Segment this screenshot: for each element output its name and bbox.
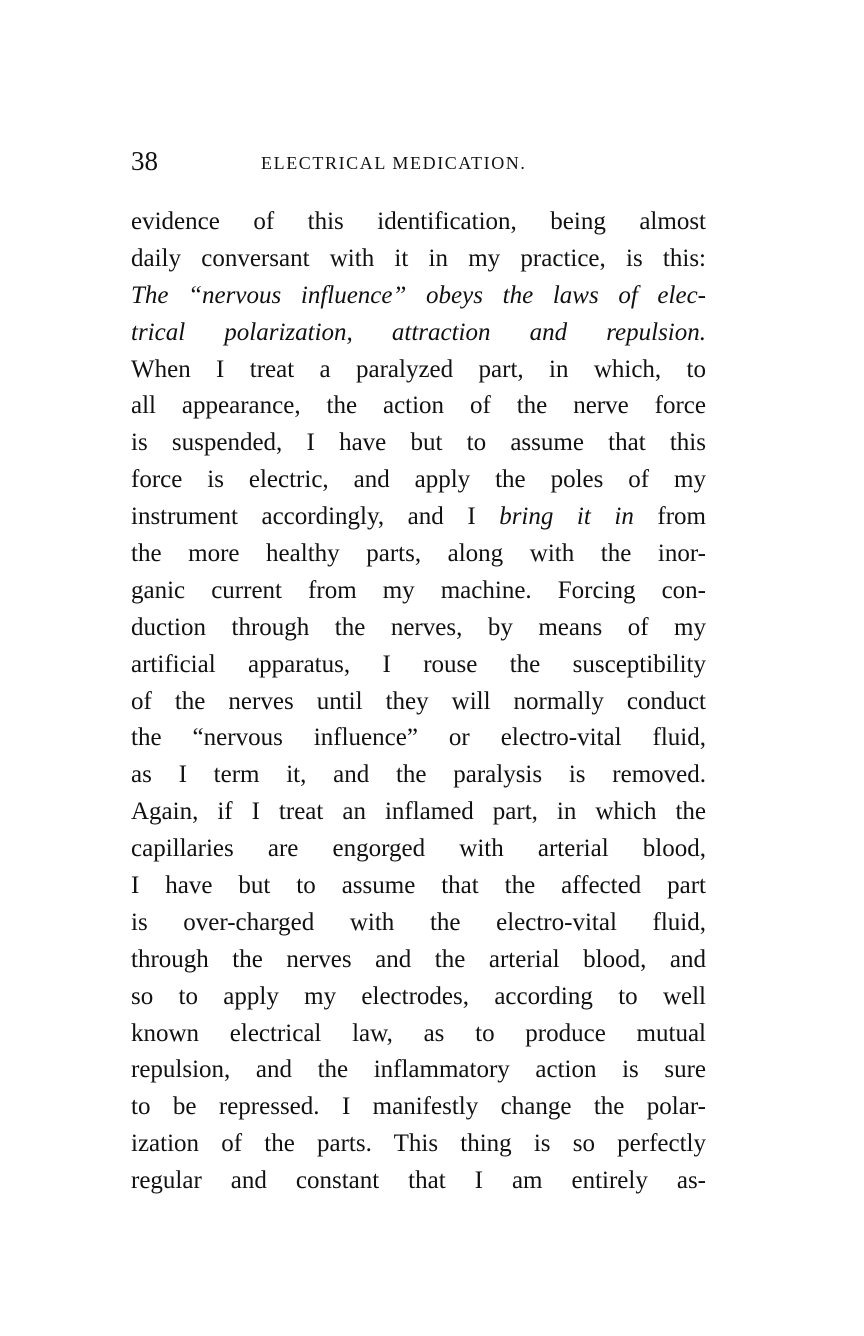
- text-line: [131, 1163, 706, 1200]
- text-segment: as I term it, and the paralysis is removed.: [131, 761, 706, 789]
- running-title: ELECTRICAL MEDICATION.: [261, 153, 527, 173]
- text-line: [131, 278, 706, 315]
- text-segment: evidence of this identification, being almost: [131, 208, 706, 235]
- text-segment: Again, if I treat an inflamed part, in which the: [131, 798, 706, 826]
- text-segment: through the nerves and the arterial blood, and: [131, 945, 706, 973]
- running-head: [131, 141, 711, 181]
- text-line: [131, 647, 706, 684]
- text-segment: from: [633, 503, 706, 531]
- text-segment: the more healthy parts, along with the inor-: [131, 540, 706, 568]
- text-segment: repulsion, and the inflammatory action is sure: [131, 1056, 706, 1084]
- text-segment: instrument accordingly, and I: [131, 503, 500, 531]
- text-segment: daily conversant with it in my practice, is this:: [131, 244, 706, 272]
- text-line: [131, 757, 706, 794]
- italic-segment: bring it in: [499, 503, 634, 531]
- text-segment: force is electric, and apply the poles of my: [131, 466, 706, 494]
- text-line: [131, 720, 706, 757]
- text-segment: is over-charged with the electro-vital fluid,: [131, 908, 706, 936]
- text-line: [131, 905, 706, 942]
- text-segment: known electrical law, as to produce mutual: [131, 1019, 706, 1047]
- text-line: [131, 315, 706, 352]
- body-text: [131, 204, 706, 1200]
- text-segment: capillaries are engorged with arterial blood,: [131, 835, 706, 863]
- page-number: 38: [131, 146, 158, 176]
- text-segment: duction through the nerves, by means of my: [131, 613, 706, 641]
- text-line: [131, 979, 706, 1016]
- text-line: [131, 352, 706, 389]
- text-segment: is suspended, I have but to assume that this: [131, 429, 706, 457]
- text-line: [131, 1016, 706, 1053]
- text-line: [131, 868, 706, 905]
- text-line: [131, 425, 706, 462]
- italic-segment: trical polarization, attraction and repulsion.: [131, 318, 706, 346]
- text-line: [131, 462, 706, 499]
- text-line: [131, 1126, 706, 1163]
- text-segment: so to apply my electrodes, according to well: [131, 982, 706, 1010]
- text-line: [131, 794, 706, 831]
- text-segment: ization of the parts. This thing is so perfectly: [131, 1130, 706, 1158]
- text-line: [131, 1089, 706, 1126]
- text-segment: of the nerves until they will normally conduct: [131, 687, 706, 715]
- text-line: [131, 1052, 706, 1089]
- text-segment: artificial apparatus, I rouse the susceptibility: [131, 650, 706, 678]
- text-line: [131, 204, 706, 241]
- text-line: [131, 684, 706, 721]
- text-line: [131, 831, 706, 868]
- text-segment: all appearance, the action of the nerve force: [131, 392, 706, 420]
- text-line: [131, 241, 706, 278]
- text-line: [131, 942, 706, 979]
- text-segment: to be repressed. I manifestly change the polar-: [131, 1093, 706, 1121]
- text-segment: I have but to assume that the affected part: [131, 872, 706, 900]
- text-segment: When I treat a paralyzed part, in which, to: [131, 355, 706, 383]
- text-line: [131, 388, 706, 425]
- text-line: [131, 536, 706, 573]
- text-segment: the “nervous influence” or electro-vital fluid,: [131, 724, 706, 752]
- text-segment: ganic current from my machine. Forcing con-: [131, 576, 706, 604]
- text-segment: regular and constant that I am entirely as-: [131, 1167, 706, 1195]
- text-line: [131, 610, 706, 647]
- text-line: [131, 499, 706, 536]
- text-line: [131, 573, 706, 610]
- italic-segment: The “nervous influence” obeys the laws of elec-: [131, 281, 706, 309]
